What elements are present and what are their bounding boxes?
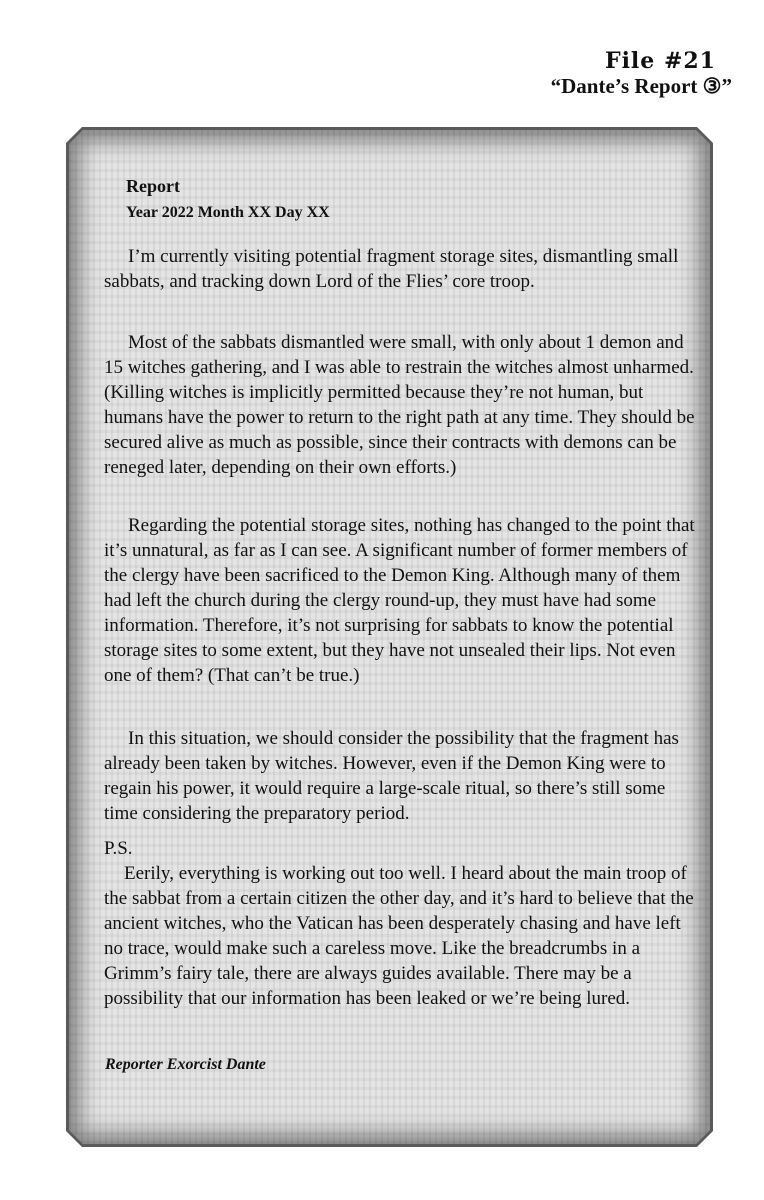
report-heading: Report (126, 176, 180, 196)
file-number: File #21 (604, 48, 716, 74)
report-paragraph-3: Regarding the potential storage sites, nothing has changed to the point that it’s unnatural, as far as I can see. A significant number of former members of the clergy have been sacrificed to the Demon King. Although many of them had left the church during the clergy round-up, they must have had some information. Therefore, it’s not surprising for sabbats to know the potential storage sites to some extent, but they have not unsealed their lips. Not even one of them? (That can’t be true.) (104, 515, 695, 686)
ps-label: P.S. (104, 838, 133, 859)
report-paragraph-2: Most of the sabbats dismantled were small, with only about 1 demon and 15 witches gathering, and I was able to restrain the witches almost unharmed. (Killing witches is implicitly permitted because they’re not human, but humans have the power to return to the right path at any time. They should be secured alive as much as possible, since their contracts with demons can be reneged later, depending on their own efforts.) (104, 332, 695, 478)
file-subtitle: “Dante’s Report ③” (550, 74, 732, 98)
report-signature: Reporter Exorcist Dante (105, 1056, 266, 1073)
report-date: Year 2022 Month XX Day XX (126, 204, 330, 221)
report-paragraph-1: I’m currently visiting potential fragment storage sites, dismantling small sabbats, and tracking down Lord of the Flies’ core troop. (104, 246, 679, 292)
report-paragraph-4: In this situation, we should consider the possibility that the fragment has already been taken by witches. However, even if the Demon King were to regain his power, it would require a large-scale ritual, so there’s still some time considering the preparatory period. (104, 728, 679, 824)
ps-paragraph: Eerily, everything is working out too well. I heard about the main troop of the sabbat from a certain citizen the other day, and it’s hard to believe that the ancient witches, who the Vatican has been desperately chasing and have left no trace, would make such a careless move. Like the breadcrumbs in a Grimm’s fairy tale, there are always guides available. There may be a possibility that our information has been leaked or we’re being lured. (104, 863, 694, 1009)
